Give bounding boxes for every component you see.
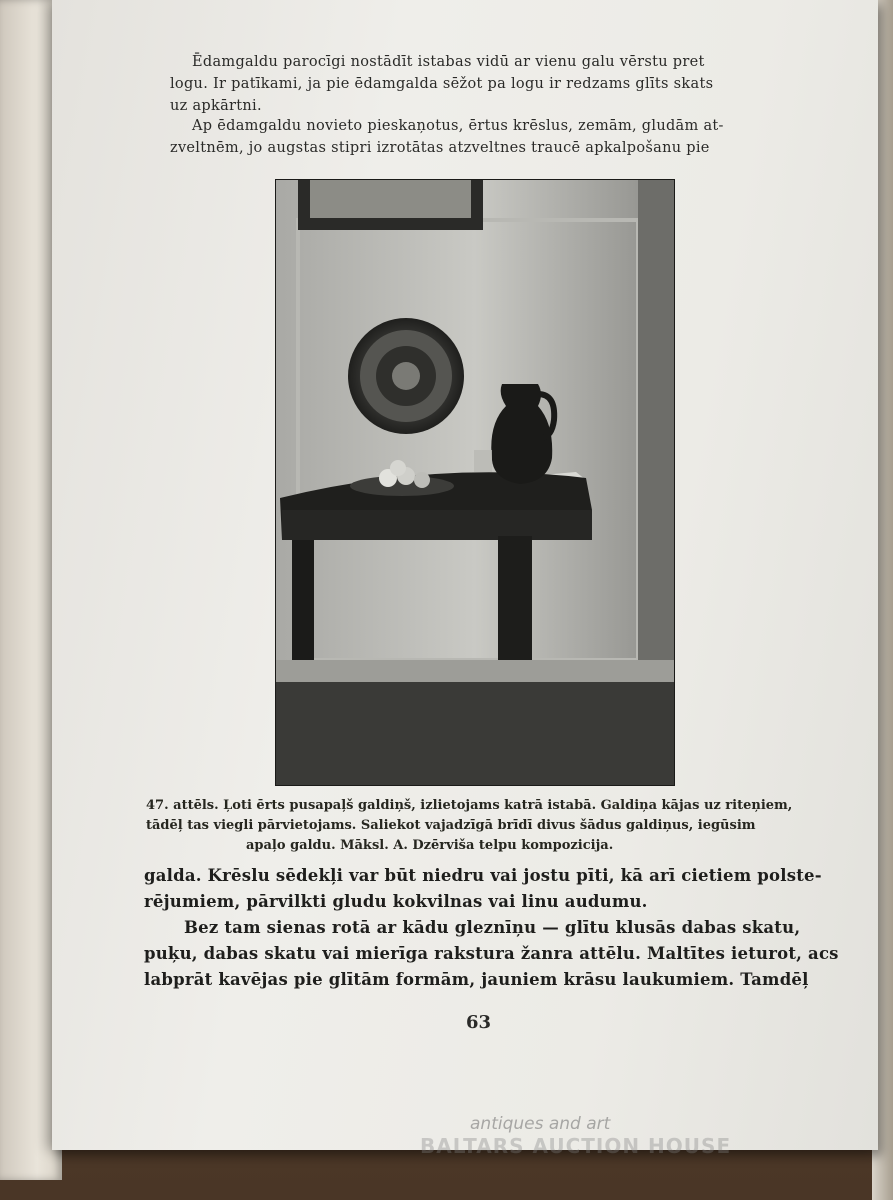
top-paragraph-line-2: logu. Ir patīkami, ja pie ēdamgalda sēžot pa logu ir redzams glīts skats — [170, 76, 714, 92]
top-paragraph-line-4: Ap ēdamgaldu novieto pieskaņotus, ērtus krēslus, zemām, gludām at- — [192, 118, 724, 134]
body-paragraph-line-5: labprāt kavējas pie glītām formām, jauniem krāsu laukumiem. Tamdēļ — [144, 970, 809, 989]
top-paragraph-line-5: zveltnēm, jo augstas stipri izrotātas atzveltnes traucē apkalpošanu pie — [170, 140, 710, 156]
body-paragraph-line-4: puķu, dabas skatu vai mierīga rakstura žanra attēlu. Maltītes ieturot, acs — [144, 944, 839, 963]
top-paragraph-line-1: Ēdamgaldu parocīgi nostādīt istabas vidū ar vienu galu vērstu pret — [192, 54, 705, 70]
half-round-table-photo-svg — [276, 180, 674, 785]
page-number: 63 — [466, 1012, 492, 1033]
figure-caption-line-1: 47. attēls. Ļoti ērts pusapaļš galdiņš, izlietojams katrā istabā. Galdiņa kājas uz riteņiem, — [146, 798, 793, 813]
watermark-line-2: BALTARS AUCTION HOUSE — [420, 1134, 732, 1158]
top-paragraph-line-3: uz apkārtni. — [170, 98, 262, 114]
figure-caption-line-3: apaļo galdu. Māksl. A. Dzērviša telpu kompozicija. — [246, 838, 614, 853]
body-paragraph-line-3: Bez tam sienas rotā ar kādu gleznīņu — glītu klusās dabas skatu, — [184, 918, 801, 937]
watermark-line-1: antiques and art — [470, 1114, 611, 1134]
body-paragraph-line-2: rējumiem, pārvilkti gludu kokvilnas vai linu audumu. — [144, 892, 648, 911]
body-paragraph-line-1: galda. Krēslu sēdekļi var būt niedru vai jostu pīti, kā arī cietiem polste- — [144, 866, 822, 885]
figure-caption-line-2: tādēļ tas viegli pārvietojams. Saliekot vajadzīgā brīdī divus šādus galdiņus, iegūsim — [146, 818, 756, 833]
figure-photo — [276, 180, 674, 785]
